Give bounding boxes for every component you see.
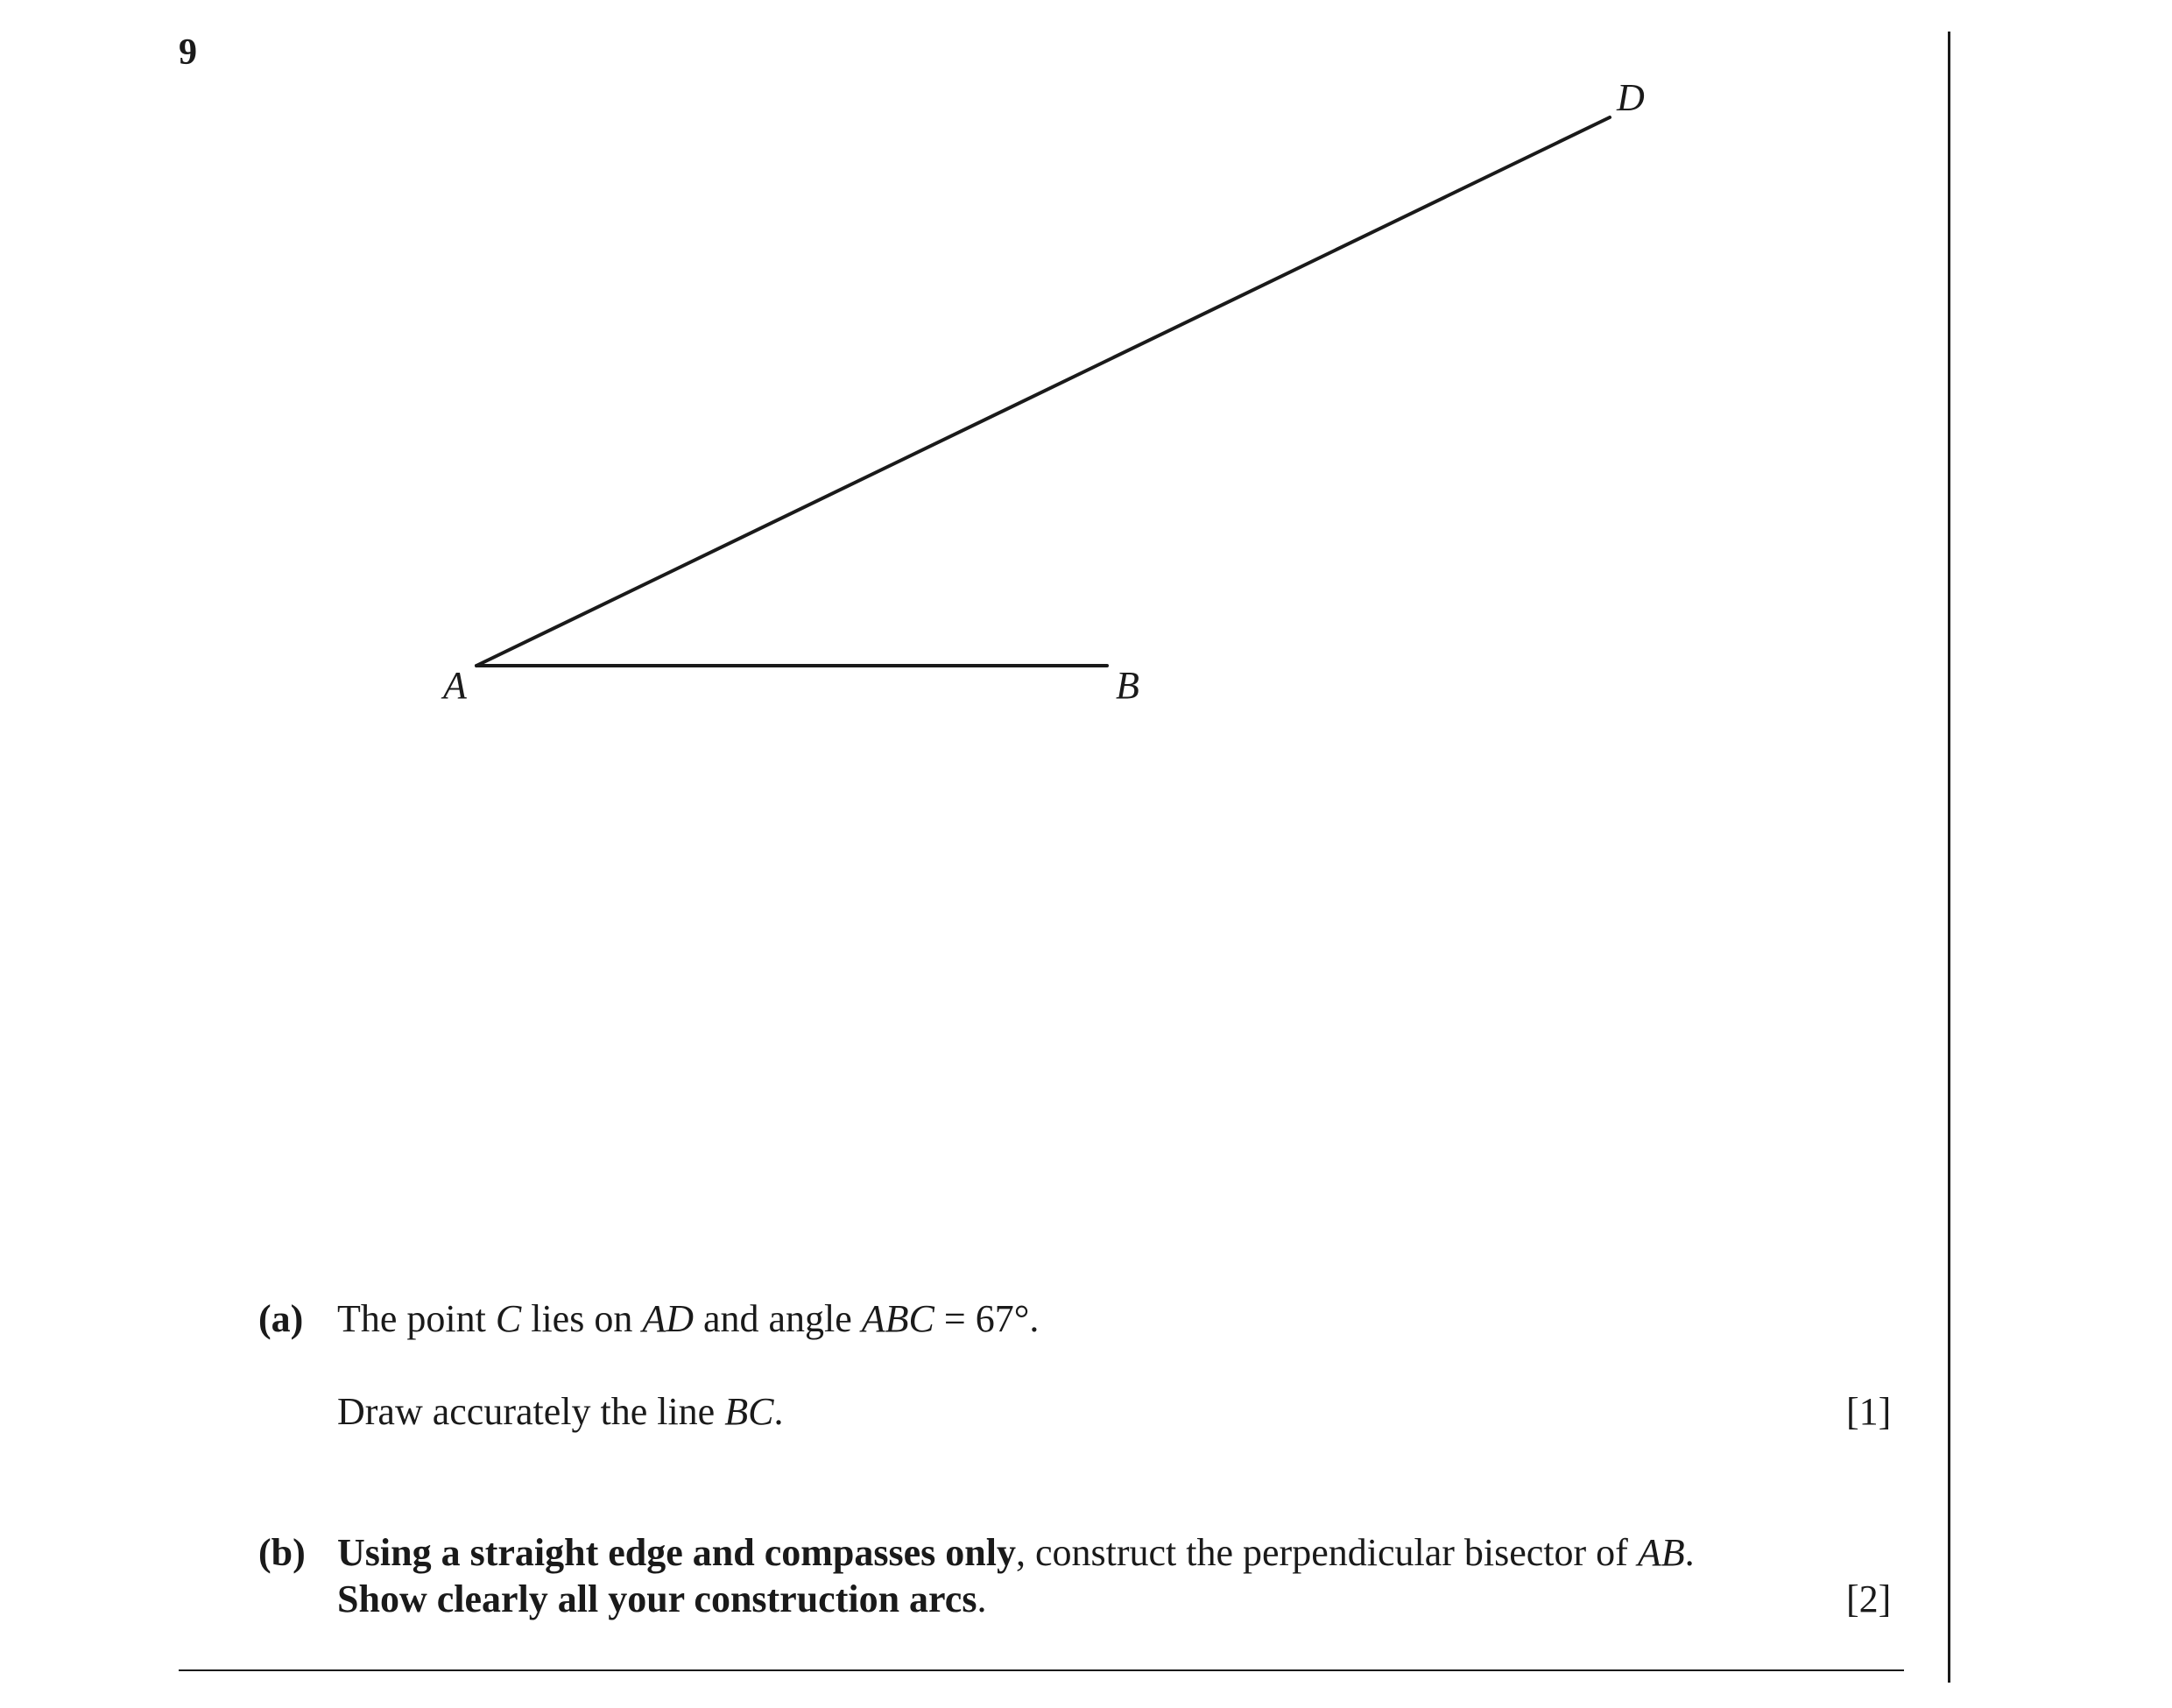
part-b-instruction: Show clearly all your construction arcs. [337, 1577, 987, 1620]
right-margin-rule [1948, 32, 1950, 1683]
segment-ad [476, 117, 1610, 666]
part-b-label: (b) [258, 1531, 306, 1574]
point-b-label: B [1116, 664, 1139, 707]
part-a-instruction: Draw accurately the line BC. [337, 1390, 784, 1433]
part-b-marks: [2] [1846, 1577, 1892, 1620]
part-a-label: (a) [258, 1297, 304, 1340]
point-d-label: D [1617, 76, 1645, 119]
part-a-marks: [1] [1846, 1390, 1892, 1433]
question-number: 9 [179, 32, 197, 73]
point-a-label: A [443, 664, 467, 707]
part-b-statement: Using a straight edge and compasses only, construct the perpendicular bisector of AB. [337, 1531, 1695, 1574]
part-a-statement: The point C lies on AD and angle ABC = 67°. [337, 1297, 1040, 1340]
bottom-rule [179, 1669, 1904, 1671]
